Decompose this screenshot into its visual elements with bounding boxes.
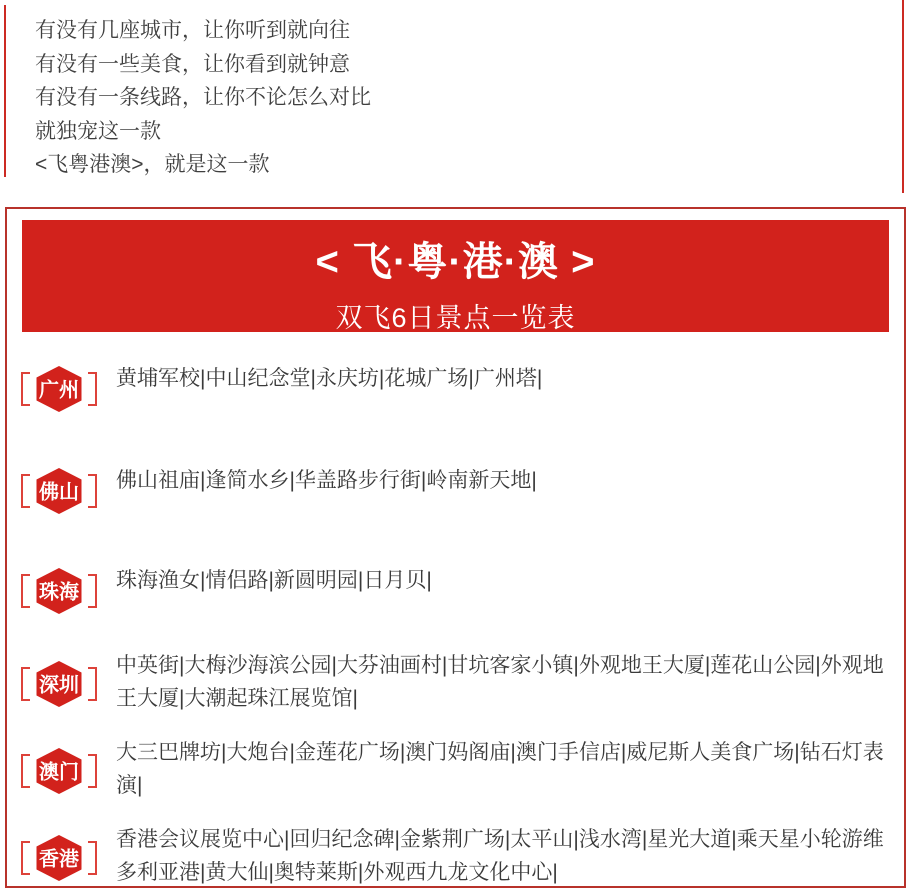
city-attractions: 黄埔军校|中山纪念堂|永庆坊|花城广场|广州塔| [116, 367, 543, 390]
city-badge [21, 567, 105, 615]
city-badge [21, 834, 105, 882]
city-row [21, 467, 886, 515]
quote-right-bar [902, 0, 904, 193]
city-hexagon-icon [35, 834, 83, 882]
city-badge [21, 747, 105, 795]
city-name: 广州 [39, 379, 79, 402]
left-bracket-icon [21, 667, 30, 701]
city-attractions: 珠海渔女|情侣路|新圆明园|日月贝| [116, 569, 432, 592]
quote-line: 有没有几座城市，让你听到就向往 [35, 19, 350, 42]
city-attractions: 大三巴牌坊|大炮台|金莲花广场|澳门妈阁庙|澳门手信店|威尼斯人美食广场|钻石灯表演| [116, 741, 884, 797]
left-bracket-icon [21, 841, 30, 875]
city-name: 佛山 [39, 481, 79, 504]
city-hexagon-icon [35, 660, 83, 708]
city-hexagon-icon [35, 365, 83, 413]
quote-line: 有没有一条线路，让你不论怎么对比 [35, 86, 371, 109]
right-bracket-icon [88, 754, 97, 788]
city-name: 珠海 [39, 581, 79, 604]
city-hexagon-icon [35, 747, 83, 795]
city-row [21, 365, 886, 413]
city-name: 香港 [39, 848, 79, 871]
quote-line: <飞粤港澳>，就是这一款 [35, 153, 270, 176]
tour-banner [22, 220, 889, 332]
city-row [21, 739, 886, 802]
quote-left-bar [4, 5, 6, 177]
city-hexagon-icon [35, 467, 83, 515]
city-row [21, 567, 886, 615]
city-row [21, 826, 886, 889]
city-badge [21, 365, 105, 413]
right-bracket-icon [88, 841, 97, 875]
city-row [21, 652, 886, 715]
right-bracket-icon [88, 372, 97, 406]
city-badge [21, 467, 105, 515]
city-badge [21, 660, 105, 708]
itinerary-box [5, 207, 906, 888]
city-name: 深圳 [39, 674, 79, 697]
city-hexagon-icon [35, 567, 83, 615]
quote-line: 有没有一些美食，让你看到就钟意 [35, 52, 350, 76]
quote-line: 就独宠这一款 [35, 119, 161, 143]
right-bracket-icon [88, 574, 97, 608]
city-rows [7, 332, 904, 889]
city-name: 澳门 [39, 761, 79, 784]
tour-title: < 飞·粤·港·澳 > [315, 240, 596, 284]
right-bracket-icon [88, 667, 97, 701]
left-bracket-icon [21, 574, 30, 608]
left-bracket-icon [21, 474, 30, 508]
city-attractions: 中英街|大梅沙海滨公园|大芬油画村|甘坑客家小镇|外观地王大厦|莲花山公园|外观地王大厦|大潮起珠江展览馆| [116, 654, 884, 710]
intro-quote-section [0, 0, 910, 200]
city-attractions: 佛山祖庙|逢简水乡|华盖路步行街|岭南新天地| [116, 469, 537, 492]
city-attractions: 香港会议展览中心|回归纪念碑|金紫荆广场|太平山|浅水湾|星光大道|乘天星小轮游维多利亚港|黄大仙|奥特莱斯|外观西九龙文化中心| [116, 828, 884, 884]
left-bracket-icon [21, 754, 30, 788]
right-bracket-icon [88, 474, 97, 508]
tour-subtitle: 双飞6日景点一览表 [335, 303, 576, 333]
left-bracket-icon [21, 372, 30, 406]
